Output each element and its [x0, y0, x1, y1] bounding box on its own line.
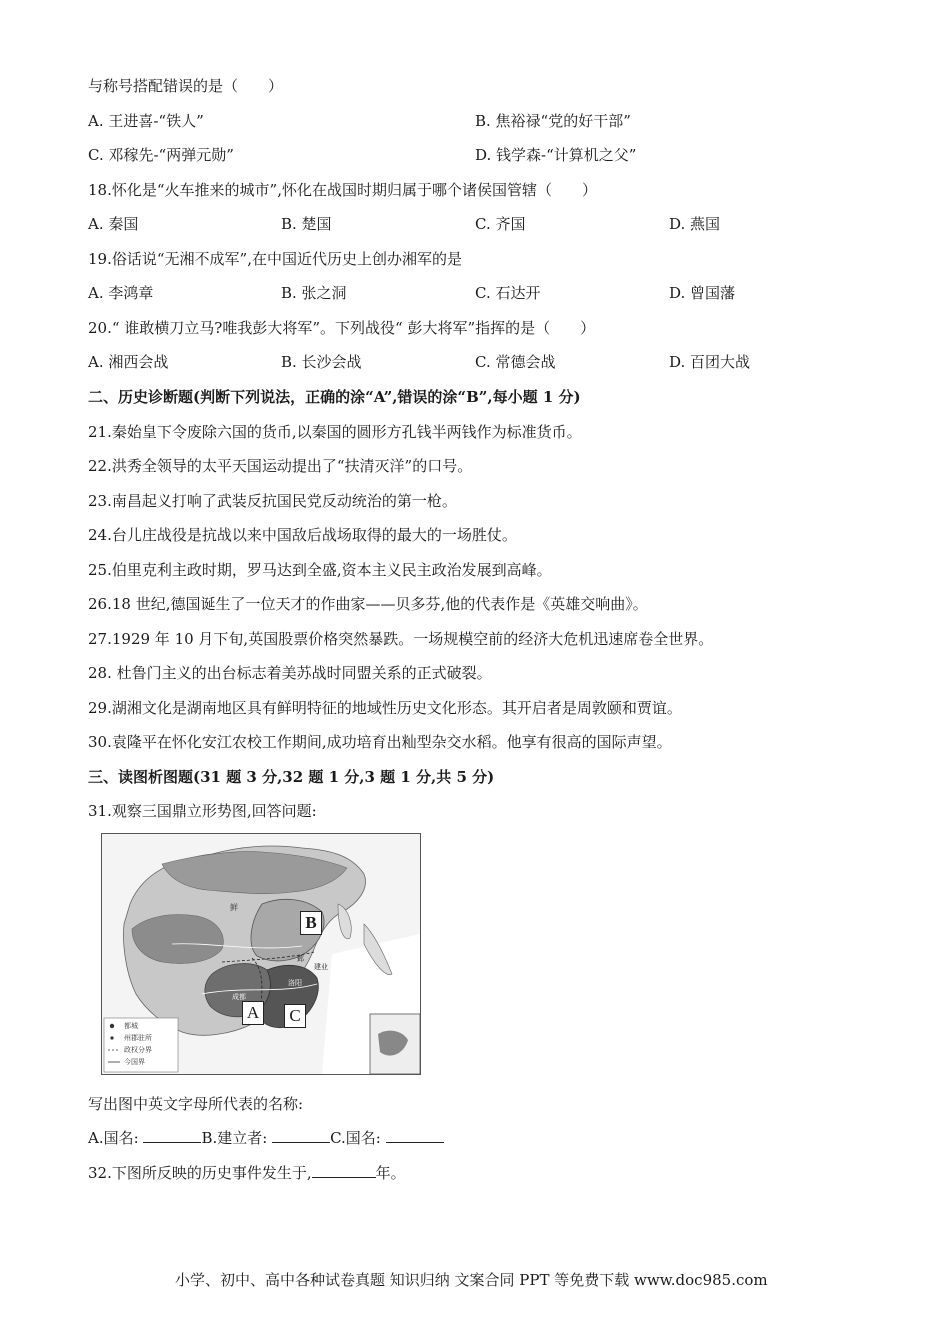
page-footer: 小学、初中、高中各种试卷真题 知识归纳 文案合同 PPT 等免费下载 www.doc985.com: [175, 1271, 768, 1289]
q18-stem: 18.怀化是“火车推来的城市”,怀化在战国时期归属于哪个诸侯国管辖（ ）: [88, 181, 597, 199]
statement-29: 29.湖湘文化是湖南地区具有鲜明特征的地域性历史文化形态。其开启者是周敦颐和贾谊。: [88, 699, 682, 717]
q20-option-d: D. 百团大战: [669, 353, 751, 371]
q19-option-a: A. 李鸿章: [88, 284, 154, 302]
map-label-b: B: [300, 911, 322, 935]
q17-option-d: D. 钱学森-“计算机之父”: [475, 146, 637, 164]
q32-year-blank[interactable]: [312, 1163, 376, 1178]
q17-option-b: B. 焦裕禄“党的好干部”: [475, 112, 631, 130]
q20-option-c: C. 常德会战: [475, 353, 556, 371]
statement-22: 22.洪秀全领导的太平天国运动提出了“扶清灭洋”的口号。: [88, 457, 473, 475]
q31-fill-a-blank[interactable]: [143, 1128, 201, 1143]
legend-prefecture: 州郡驻所: [124, 1034, 152, 1042]
q19-stem: 19.俗话说“无湘不成军”,在中国近代历史上创办湘军的是: [88, 250, 462, 268]
section-2-heading: 二、历史诊断题(判断下列说法，正确的涂“A”,错误的涂“B”,每小题 1 分): [88, 388, 581, 406]
three-kingdoms-map: [101, 833, 421, 1075]
q32-stem-after: 年。: [375, 1164, 406, 1182]
map-place-luoyang: 洛阳: [288, 979, 302, 987]
q18-option-d: D. 燕国: [669, 215, 721, 233]
q18-option-a: A. 秦国: [88, 215, 139, 233]
map-place-ye: 邺: [297, 955, 304, 963]
q31-fill-b-label: B.建立者:: [201, 1129, 268, 1147]
q31-prompt: 写出图中英文字母所代表的名称:: [88, 1095, 304, 1113]
map-place-xianbei: 鲜: [230, 903, 238, 912]
statement-26: 26.18 世纪,德国诞生了一位天才的作曲家——贝多芬,他的代表作是《英雄交响曲》。: [88, 595, 648, 613]
legend-capital: 都城: [124, 1022, 138, 1030]
statement-24: 24.台儿庄战役是抗战以来中国敌后战场取得的最大的一场胜仗。: [88, 526, 517, 544]
q31-fill-line: [88, 1128, 444, 1148]
q17-tail: 与称号搭配错误的是（ ）: [88, 77, 284, 95]
legend-regime-border: 政权分界: [124, 1046, 152, 1054]
map-place-chengdu: 成都: [232, 993, 246, 1001]
q17-option-c: C. 邓稼先-“两弹元勋”: [88, 146, 234, 164]
q19-option-b: B. 张之洞: [281, 284, 347, 302]
map-place-jianye: 建业: [314, 963, 328, 971]
section-3-heading: 三、读图析图题(31 题 3 分,32 题 1 分,3 题 1 分,共 5 分): [88, 768, 495, 786]
statement-25: 25.伯里克利主政时期，罗马达到全盛,资本主义民主政治发展到高峰。: [88, 561, 552, 579]
q20-stem: 20.“ 谁敢横刀立马?唯我彭大将军”。下列战役“ 彭大将军”指挥的是（ ）: [88, 319, 596, 337]
map-label-c: C: [284, 1004, 306, 1028]
q19-option-c: C. 石达开: [475, 284, 541, 302]
statement-30: 30.袁隆平在怀化安江农校工作期间,成功培育出籼型杂交水稻。他享有很高的国际声望。: [88, 733, 672, 751]
map-label-a: A: [242, 1001, 264, 1025]
q20-option-b: B. 长沙会战: [281, 353, 362, 371]
q32-stem: [88, 1163, 406, 1183]
q31-fill-a-label: A.国名:: [88, 1129, 139, 1147]
q18-option-c: C. 齐国: [475, 215, 526, 233]
q31-fill-b-blank[interactable]: [272, 1128, 330, 1143]
statement-21: 21.秦始皇下令废除六国的货币,以秦国的圆形方孔钱半两钱作为标准货币。: [88, 423, 582, 441]
statement-28: 28. 杜鲁门主义的出台标志着美苏战时同盟关系的正式破裂。: [88, 664, 492, 682]
q31-fill-c-label: C.国名:: [330, 1129, 381, 1147]
q20-option-a: A. 湘西会战: [88, 353, 169, 371]
q31-stem: 31.观察三国鼎立形势图,回答问题:: [88, 802, 317, 820]
legend-modern-border: 今国界: [124, 1058, 145, 1066]
q32-stem-before: 32.下图所反映的历史事件发生于,: [88, 1164, 312, 1182]
q31-fill-c-blank[interactable]: [386, 1128, 444, 1143]
statement-27: 27.1929 年 10 月下旬,英国股票价格突然暴跌。一场规模空前的经济大危机迅速席卷全世界。: [88, 630, 714, 648]
q17-option-a: A. 王进喜-“铁人”: [88, 112, 204, 130]
statement-23: 23.南昌起义打响了武装反抗国民党反动统治的第一枪。: [88, 492, 457, 510]
q18-option-b: B. 楚国: [281, 215, 332, 233]
q19-option-d: D. 曾国藩: [669, 284, 736, 302]
